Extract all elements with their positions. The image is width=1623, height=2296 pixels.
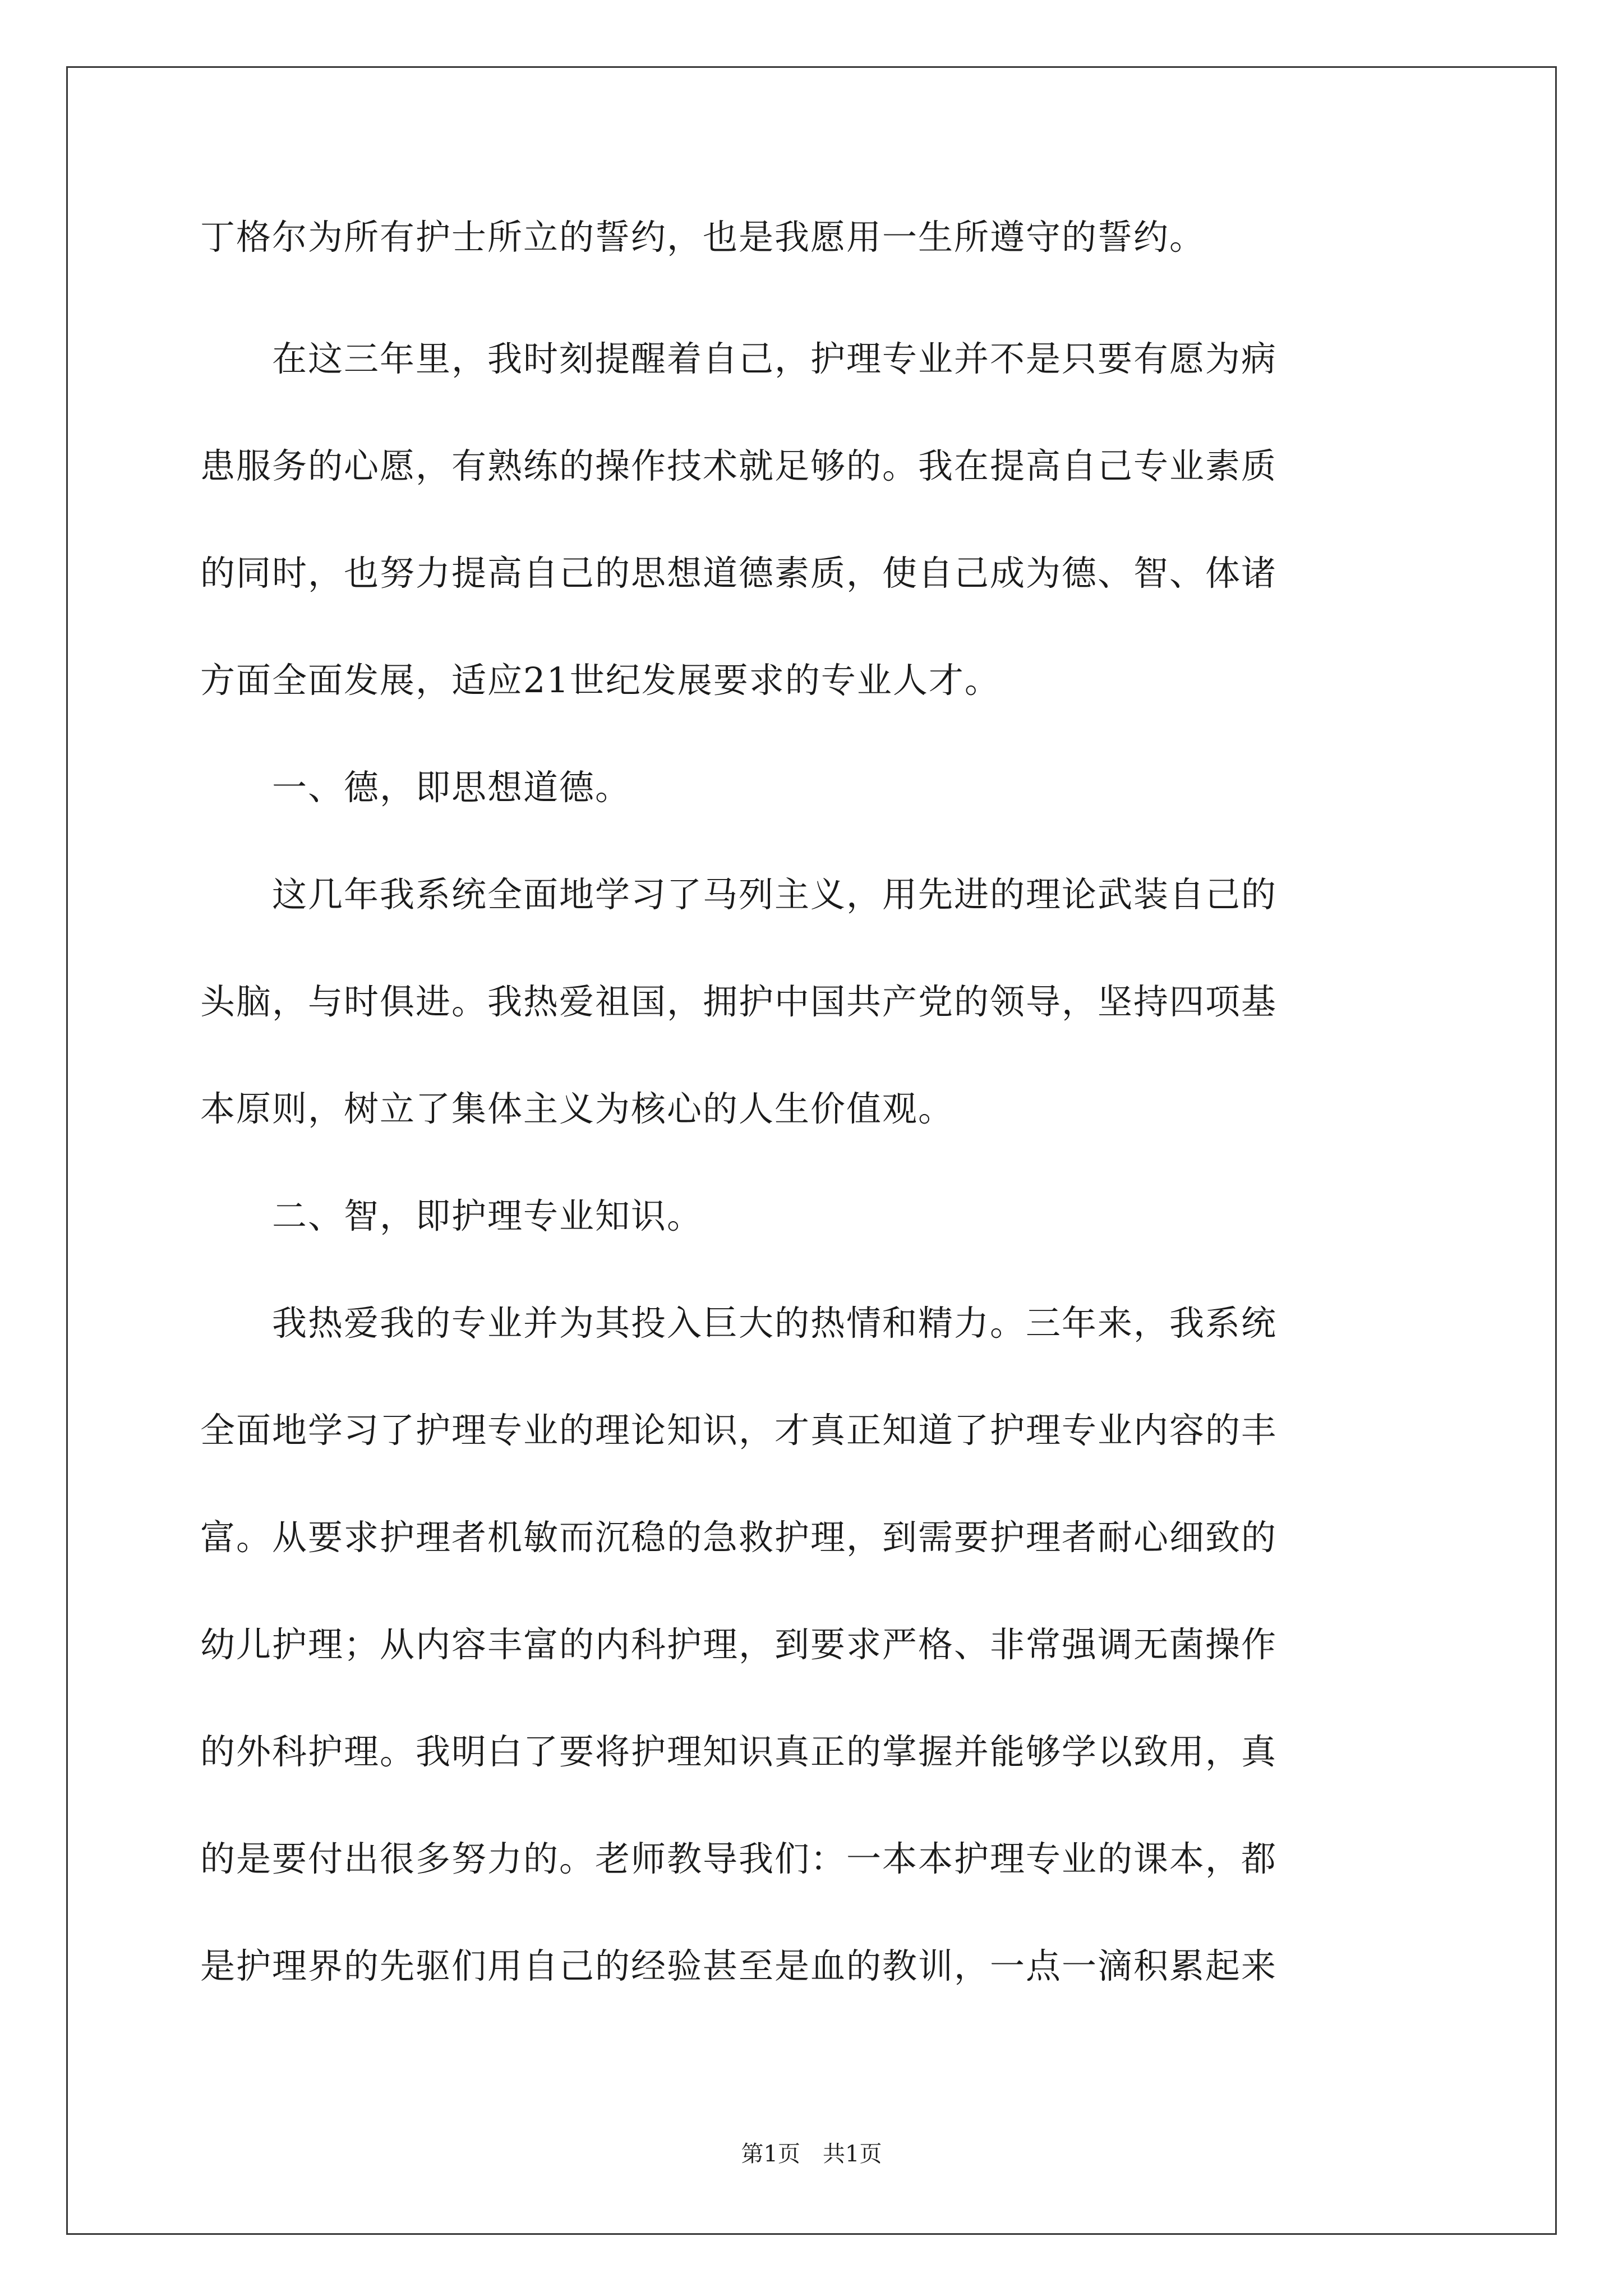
body-line: 丁格尔为所有护士所立的誓约，也是我愿用一生所遵守的誓约。: [200, 217, 1206, 257]
page-number-footer: 第1页 共1页: [741, 2141, 882, 2167]
body-line: 方面全面发展，适应21世纪发展要求的专业人才。: [200, 660, 1000, 701]
body-line: 这几年我系统全面地学习了马列主义，用先进的理论武装自己的: [200, 874, 1278, 915]
body-line: 二、智，即护理专业知识。: [200, 1195, 703, 1236]
body-line: 一、德，即思想道德。: [200, 767, 631, 808]
body-line: 的同时，也努力提高自己的思想道德素质，使自己成为德、智、体诸: [200, 553, 1278, 593]
body-line: 头脑，与时俱进。我热爱祖国，拥护中国共产党的领导，坚持四项基: [200, 981, 1278, 1022]
body-line: 富。从要求护理者机敏而沉稳的急救护理，到需要护理者耐心细致的: [200, 1517, 1278, 1558]
body-line: 患服务的心愿，有熟练的操作技术就足够的。我在提高自己专业素质: [200, 445, 1278, 486]
body-line: 全面地学习了护理专业的理论知识，才真正知道了护理专业内容的丰: [200, 1410, 1278, 1451]
document-body: [200, 0, 1434, 2296]
body-line: 的外科护理。我明白了要将护理知识真正的掌握并能够学以致用，真: [200, 1731, 1278, 1772]
body-line: 是护理界的先驱们用自己的经验甚至是血的教训，一点一滴积累起来: [200, 1945, 1278, 1986]
body-line: 本原则，树立了集体主义为核心的人生价值观。: [200, 1088, 955, 1129]
body-line: 的是要付出很多努力的。老师教导我们：一本本护理专业的课本，都: [200, 1838, 1278, 1879]
body-line: 我热爱我的专业并为其投入巨大的热情和精力。三年来，我系统: [200, 1303, 1278, 1343]
body-line: 在这三年里，我时刻提醒着自己，护理专业并不是只要有愿为病: [200, 338, 1278, 379]
body-line: 幼儿护理；从内容丰富的内科护理，到要求严格、非常强调无菌操作: [200, 1624, 1278, 1665]
